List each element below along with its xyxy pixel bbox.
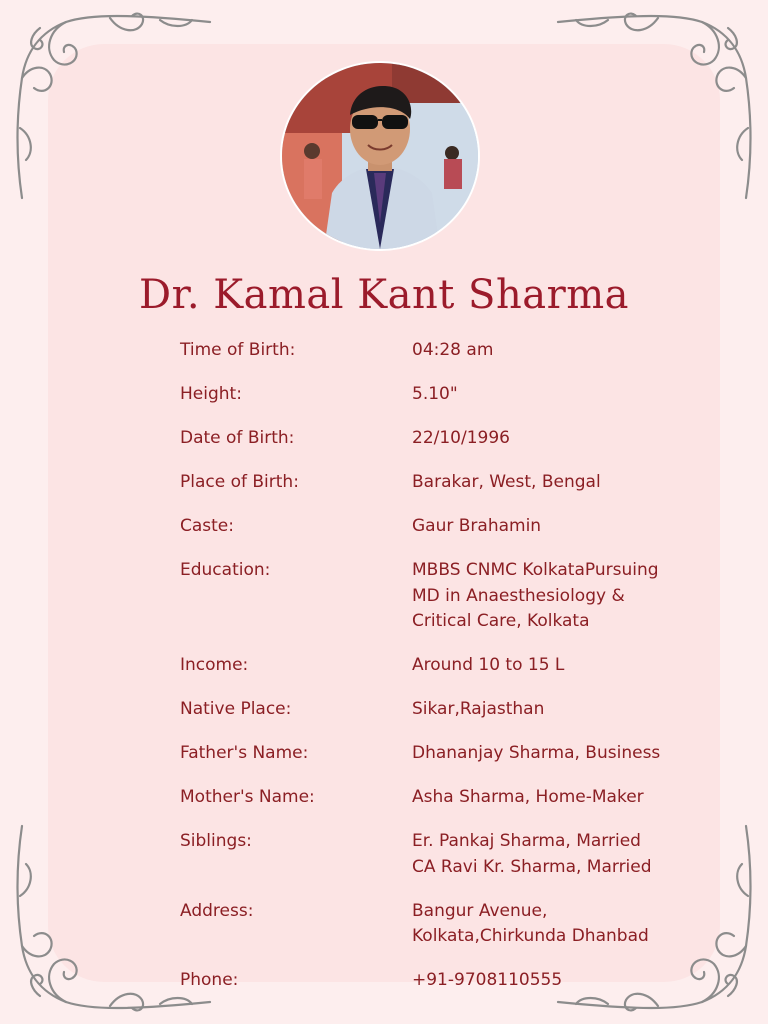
detail-label: Place of Birth:	[180, 472, 299, 492]
detail-value-line: Barakar, West, Bengal	[412, 472, 601, 492]
detail-value-line: 5.10"	[412, 384, 458, 404]
detail-value-line: CA Ravi Kr. Sharma, Married	[412, 856, 652, 877]
detail-value-line: MBBS CNMC KolkataPursuing	[412, 560, 659, 580]
detail-value	[412, 899, 702, 950]
detail-value	[412, 558, 702, 635]
detail-row	[180, 426, 720, 452]
detail-label: Native Place:	[180, 699, 292, 719]
detail-value-line: 04:28 am	[412, 340, 494, 360]
detail-value	[412, 338, 702, 364]
detail-label: Siblings:	[180, 831, 252, 851]
detail-value	[412, 785, 702, 811]
details-list	[180, 338, 720, 994]
detail-value	[412, 829, 702, 880]
detail-value	[412, 514, 702, 540]
detail-label: Address:	[180, 900, 254, 921]
corner-ornament-top-left	[10, 8, 210, 198]
detail-row	[180, 697, 720, 723]
detail-value-line: Around 10 to 15 L	[412, 655, 565, 675]
detail-row	[180, 514, 720, 540]
detail-label: Income:	[180, 655, 249, 675]
detail-row	[180, 968, 720, 994]
detail-row	[180, 899, 720, 950]
detail-value	[412, 697, 702, 723]
detail-value-line: Bangur Avenue,	[412, 900, 548, 921]
profile-photo	[282, 63, 478, 249]
detail-row	[180, 338, 720, 364]
detail-label: Mother's Name:	[180, 787, 315, 807]
profile-name: Dr. Kamal Kant Sharma	[139, 272, 629, 318]
detail-value-line: Kolkata,Chirkunda Dhanbad	[412, 926, 649, 946]
detail-label: Date of Birth:	[180, 428, 295, 448]
detail-label: Phone:	[180, 970, 239, 990]
detail-row	[180, 470, 720, 496]
detail-value	[412, 653, 702, 679]
detail-value-line: Er. Pankaj Sharma, Married	[412, 831, 641, 851]
detail-value-line: Dhananjay Sharma, Business	[412, 743, 661, 763]
detail-value-line: 22/10/1996	[412, 428, 510, 448]
detail-label: Education:	[180, 560, 271, 580]
detail-value-line: Critical Care, Kolkata	[412, 611, 590, 631]
detail-value-line: MD in Anaesthesiology &	[412, 585, 625, 606]
detail-label: Father's Name:	[180, 743, 309, 763]
detail-row	[180, 653, 720, 679]
corner-ornament-top-right	[558, 8, 758, 198]
detail-row	[180, 785, 720, 811]
detail-label: Time of Birth:	[180, 340, 296, 360]
detail-value	[412, 382, 702, 408]
detail-row	[180, 829, 720, 880]
detail-value	[412, 426, 702, 452]
detail-value-line: Asha Sharma, Home-Maker	[412, 787, 644, 807]
detail-value	[412, 968, 702, 994]
detail-value	[412, 741, 702, 767]
detail-row	[180, 382, 720, 408]
detail-value	[412, 470, 702, 496]
detail-value-line: Sikar,Rajasthan	[412, 699, 545, 719]
detail-value-line: +91-9708110555	[412, 970, 563, 990]
detail-label: Caste:	[180, 516, 234, 536]
detail-label: Height:	[180, 384, 242, 404]
detail-row	[180, 558, 720, 635]
detail-value-line: Gaur Brahamin	[412, 516, 542, 536]
detail-row	[180, 741, 720, 767]
